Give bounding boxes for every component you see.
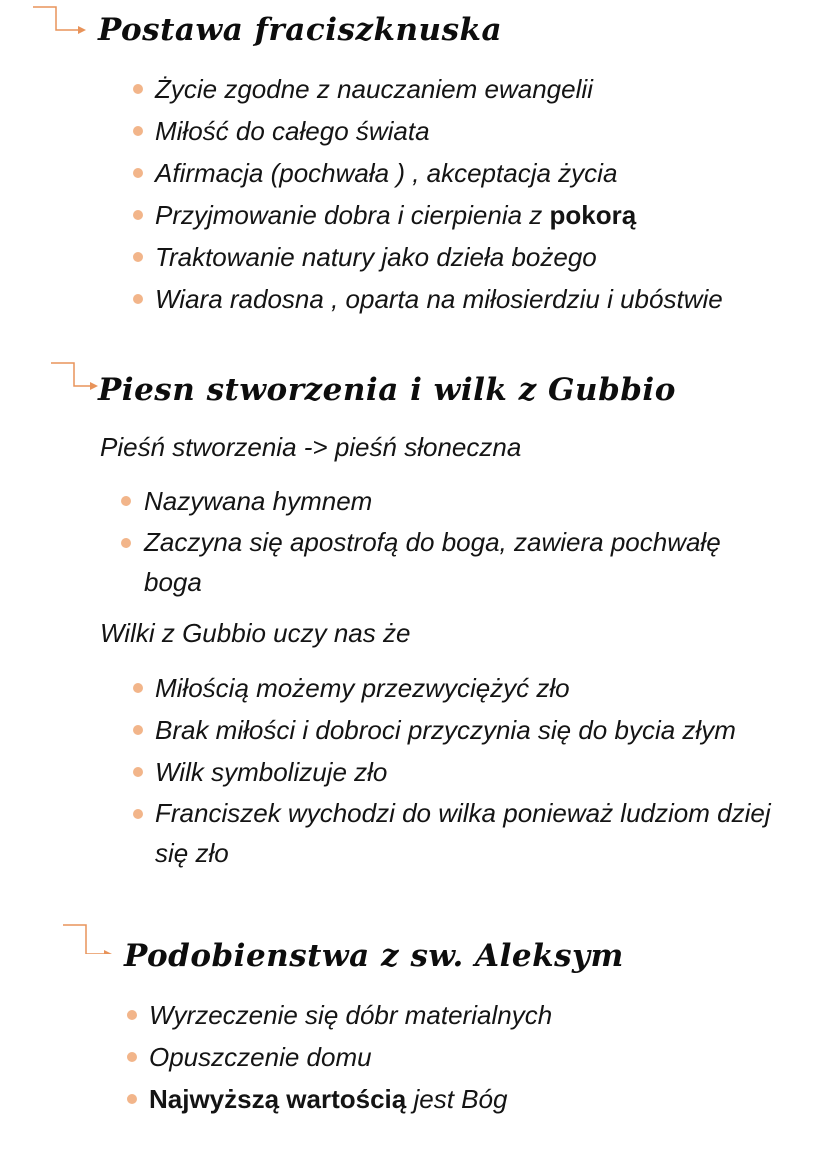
list-item: Życie zgodne z nauczaniem ewangelii [155, 68, 723, 110]
connector-arrow-icon [32, 6, 92, 36]
bullet-list [155, 667, 795, 873]
list-item: Miłością możemy przezwyciężyć zło [155, 667, 795, 709]
subheading-wilk-z-gubbio: Wilki z Gubbio uczy nas że [100, 618, 411, 648]
bullet-icon [133, 252, 143, 262]
list-item: Brak miłości i dobroci przyczynia się do bycia złym [155, 709, 795, 751]
list-item: Wyrzeczenie się dóbr materialnych [149, 994, 552, 1036]
bullet-icon [133, 725, 143, 735]
bullet-list [149, 994, 552, 1120]
bullet-icon [133, 294, 143, 304]
bullet-icon [127, 1094, 137, 1104]
list-item: Opuszczenie domu [149, 1036, 552, 1078]
emphasis-text: pokorą [549, 200, 637, 230]
list-item: Wilk symbolizuje zło [155, 751, 795, 793]
bullet-icon [133, 168, 143, 178]
list-item: Zaczyna się apostrofą do boga, zawiera pochwałę boga [144, 522, 784, 602]
bullet-list [144, 480, 784, 602]
bullet-icon [127, 1010, 137, 1020]
bullet-icon [133, 767, 143, 777]
list-item: Przyjmowanie dobra i cierpienia z pokorą [155, 194, 723, 236]
list-item: Franciszek wychodzi do wilka ponieważ ludziom dziej się zło [155, 793, 795, 873]
list-item: Nazywana hymnem [144, 480, 784, 522]
subheading-piesn-stworzenia: Pieśń stworzenia -> pieśń słoneczna [100, 432, 522, 462]
emphasis-text: Najwyższą wartością [149, 1084, 407, 1114]
bullet-icon [133, 126, 143, 136]
connector-arrow-icon [62, 924, 122, 954]
section-heading: Piesn stworzenia i wilk z Gubbio [98, 372, 676, 408]
list-item: Miłość do całego świata [155, 110, 723, 152]
list-item: Najwyższą wartością jest Bóg [149, 1078, 552, 1120]
bullet-list [155, 68, 723, 320]
list-item: Afirmacja (pochwała ) , akceptacja życia [155, 152, 723, 194]
bullet-icon [121, 496, 131, 506]
list-item: Traktowanie natury jako dzieła bożego [155, 236, 723, 278]
list-item: Wiara radosna , oparta na miłosierdziu i ubóstwie [155, 278, 723, 320]
bullet-icon [133, 683, 143, 693]
bullet-icon [133, 84, 143, 94]
section-heading: Podobienstwa z sw. Aleksym [124, 938, 624, 974]
bullet-icon [133, 210, 143, 220]
section-heading: Postawa fraciszknuska [98, 12, 503, 48]
bullet-icon [127, 1052, 137, 1062]
bullet-icon [133, 809, 143, 819]
bullet-icon [121, 538, 131, 548]
